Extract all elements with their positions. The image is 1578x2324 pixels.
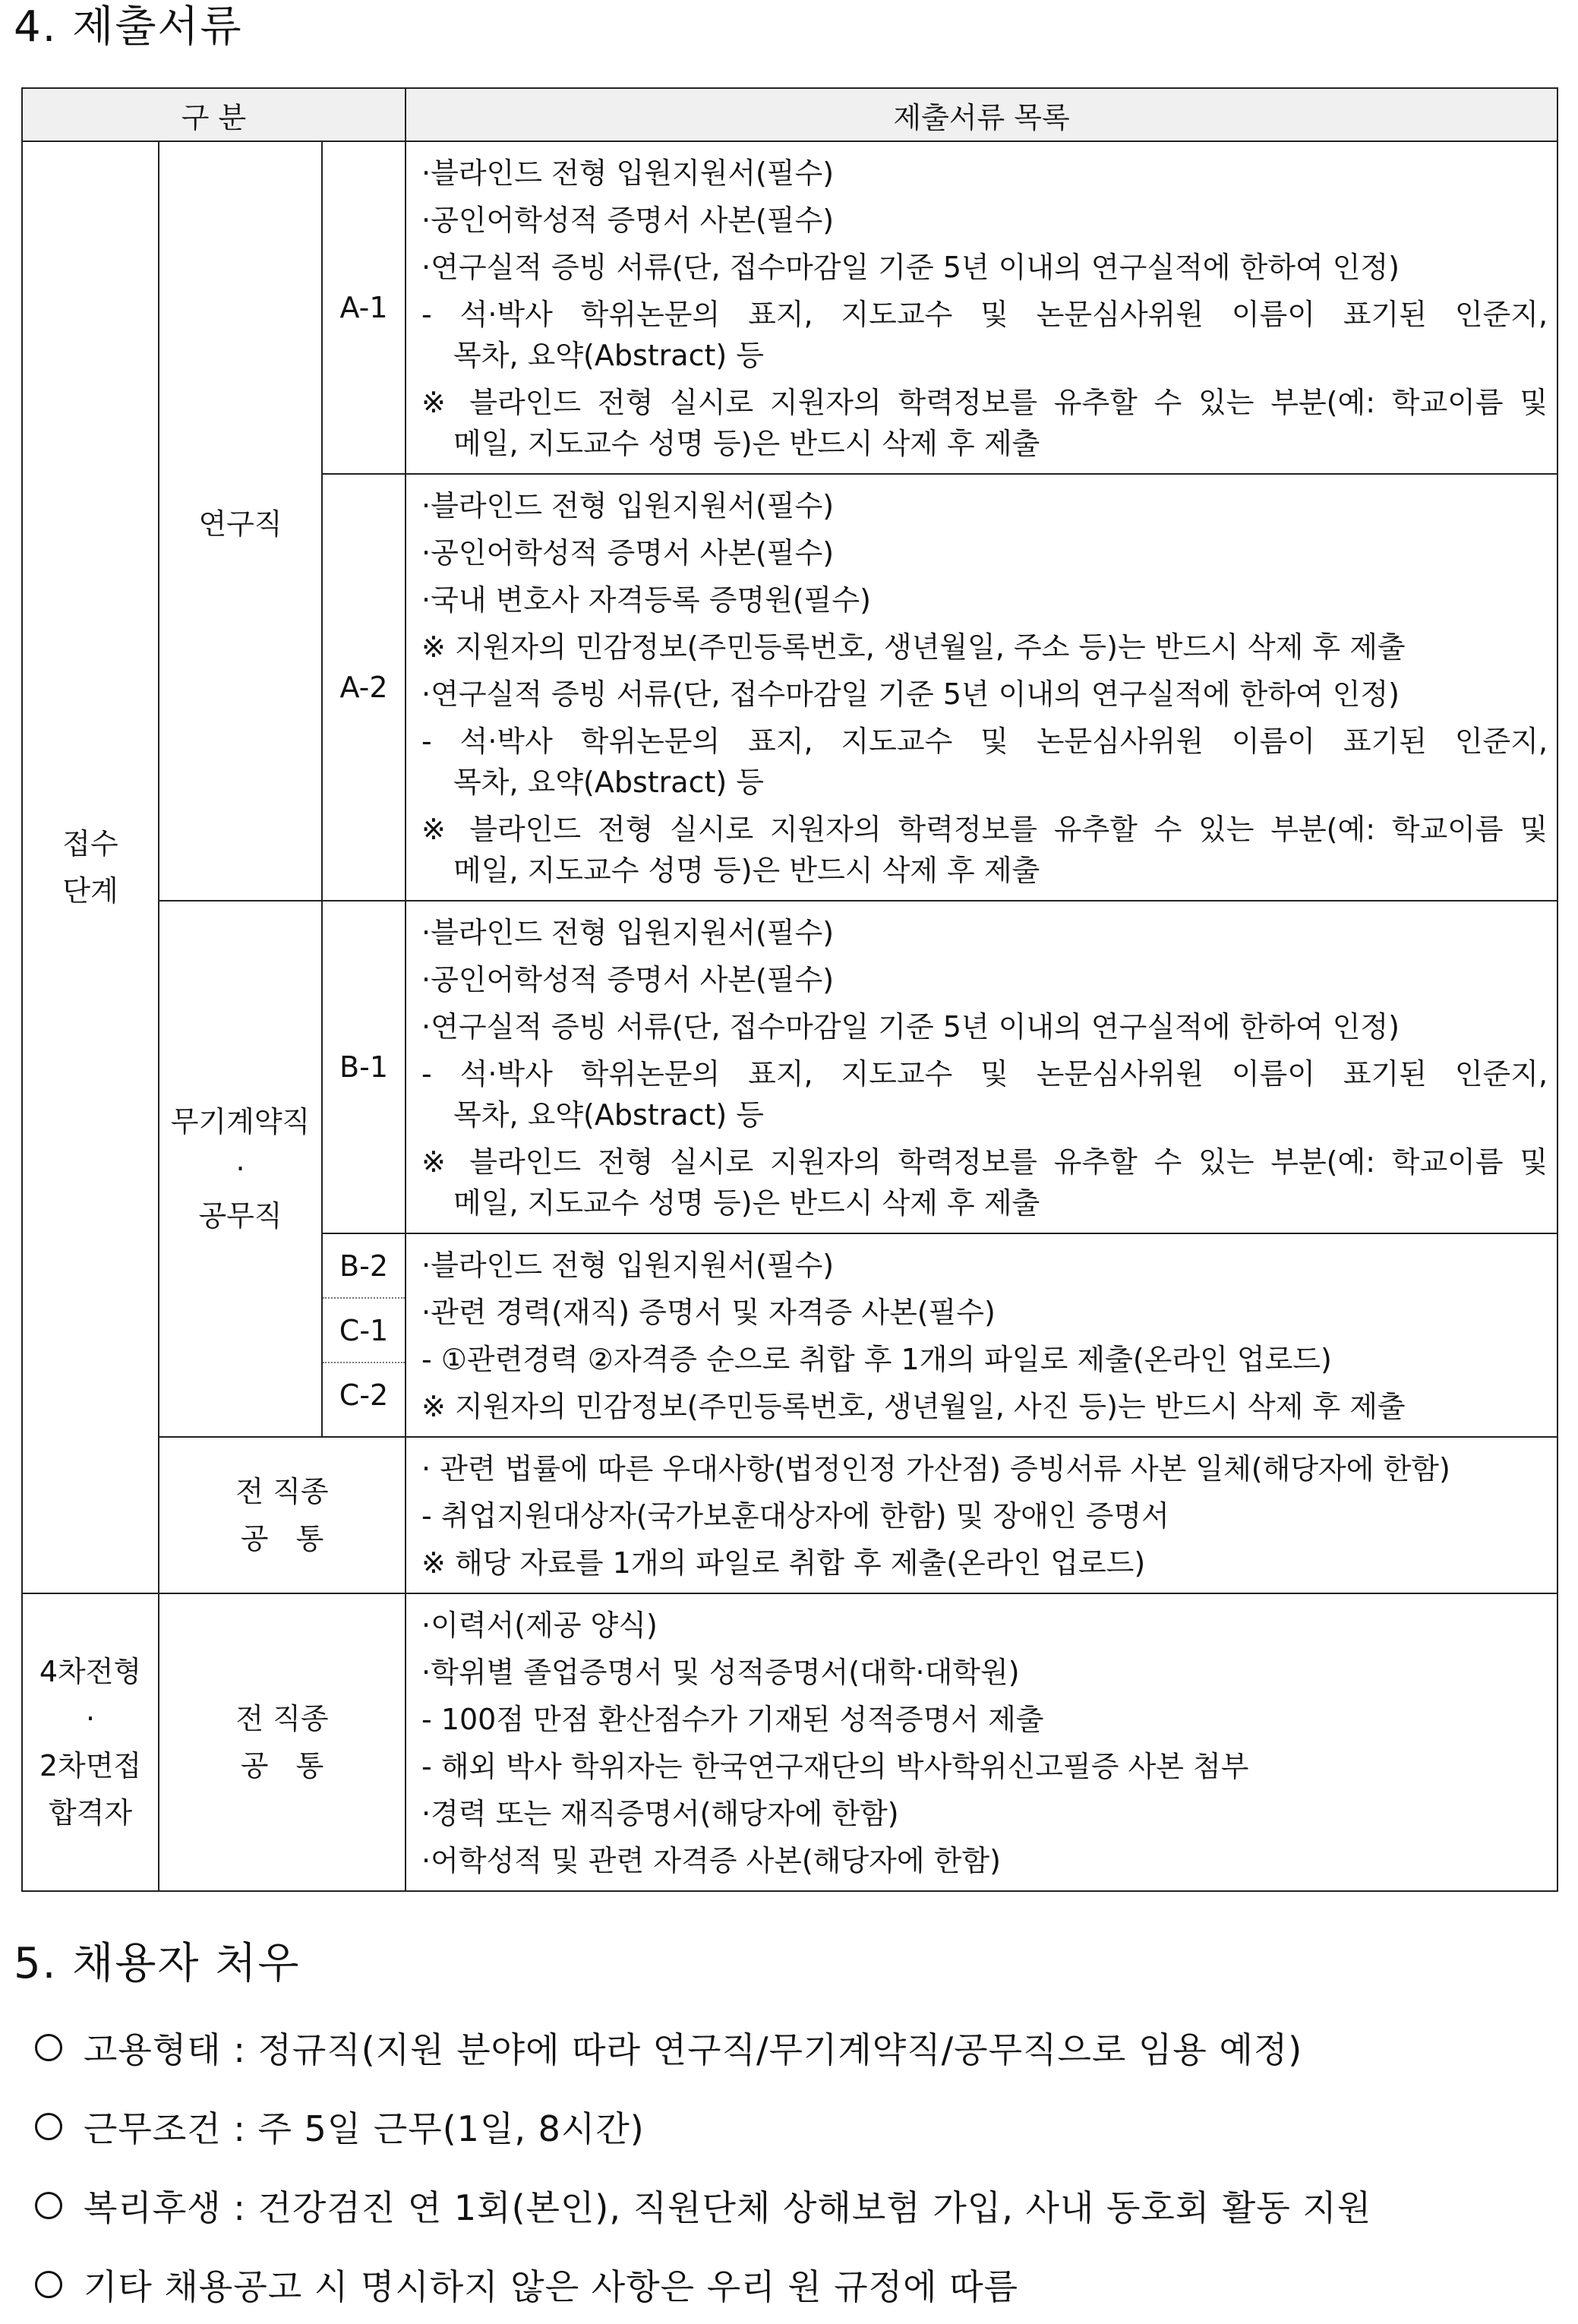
stage-final-line2: ·: [85, 1702, 96, 1735]
list-item: ※ 해당 자료를 1개의 파일로 취합 후 제출(온라인 업로드): [421, 1546, 1146, 1580]
list-item: ·학위별 졸업증명서 및 성적증명서(대학·대학원): [421, 1656, 1020, 1689]
list-item: ·관련 경력(재직) 증명서 및 자격증 사본(필수): [421, 1296, 996, 1329]
common-apply-line2: 공 통: [240, 1522, 324, 1555]
stage-apply-cell: [22, 141, 159, 1593]
admin-job-line3: 공무직: [198, 1199, 282, 1233]
list-item: ·공인어학성적 증명서 사본(필수): [421, 963, 835, 996]
list-item: ·블라인드 전형 입원지원서(필수): [421, 156, 835, 190]
list-item: ※ 블라인드 전형 실시로 지원자의 학력정보를 유추할 수 있는 부분(예: 학교이름 및: [421, 386, 1548, 419]
treatment-item-text: 복리후생 : 건강검진 연 1회(본인), 직원단체 상해보험 가입, 사내 동호회 활동 지원: [84, 2187, 1372, 2228]
admin-job-cell: [159, 901, 322, 1437]
list-item: ·연구실적 증빙 서류(단, 접수마감일 기준 5년 이내의 연구실적에 한하여 인정): [421, 677, 1400, 711]
code-b1: B-1: [322, 901, 406, 1233]
list-item: ·연구실적 증빙 서류(단, 접수마감일 기준 5년 이내의 연구실적에 한하여 인정): [421, 251, 1400, 284]
circle-bullet-icon: [35, 2192, 62, 2219]
stage-final-line1: 4차전형: [39, 1655, 142, 1688]
table-row-b1: [22, 901, 1557, 1233]
list-item: - 석·박사 학위논문의 표지, 지도교수 및 논문심사위원 이름이 표기된 인준지,: [421, 298, 1548, 331]
code-a1: A-1: [322, 141, 406, 474]
table-row-a1: [22, 141, 1557, 474]
stage-apply-line2: 단계: [62, 874, 118, 908]
header-documents: 제출서류 목록: [406, 88, 1557, 141]
common-final-document-list: [406, 1593, 1557, 1891]
treatment-list: [35, 2008, 1371, 2324]
list-item: - 석·박사 학위논문의 표지, 지도교수 및 논문심사위원 이름이 표기된 인준지,: [421, 1057, 1548, 1091]
circle-bullet-icon: [35, 2271, 62, 2298]
list-item: ·이력서(제공 양식): [421, 1609, 658, 1642]
treatment-item-text: 근무조건 : 주 5일 근무(1일, 8시간): [84, 2108, 645, 2149]
list-item: 목차, 요약(Abstract) 등: [453, 339, 764, 372]
header-category: 구 분: [22, 88, 406, 141]
list-item: [35, 2245, 1371, 2324]
common-final-line2: 공 통: [240, 1749, 324, 1782]
list-item: ·공인어학성적 증명서 사본(필수): [421, 204, 835, 237]
bc-document-list: [406, 1233, 1557, 1437]
circle-bullet-icon: [35, 2034, 62, 2061]
section-4-title: 4. 제출서류: [14, 2, 243, 52]
code-b2: B-2: [323, 1234, 405, 1299]
common-final-line1: 전 직종: [235, 1702, 329, 1735]
a2-document-list: [406, 474, 1557, 901]
stage-final-line3: 2차면접: [39, 1749, 142, 1782]
circle-bullet-icon: [35, 2113, 62, 2140]
list-item: ※ 지원자의 민감정보(주민등록번호, 생년월일, 주소 등)는 반드시 삭제 후 제출: [421, 630, 1406, 664]
research-job-cell: [159, 141, 322, 901]
admin-job-line1: 무기계약직: [170, 1105, 311, 1138]
research-job-label: 연구직: [198, 507, 282, 541]
list-item: 목차, 요약(Abstract) 등: [453, 1098, 764, 1132]
common-apply-document-list: [406, 1437, 1557, 1593]
table-row-common-apply: [22, 1437, 1557, 1593]
code-c2: C-2: [339, 1378, 389, 1412]
a1-document-list: [406, 141, 1557, 474]
stage-final-cell: [22, 1593, 159, 1891]
common-apply-line1: 전 직종: [235, 1475, 329, 1508]
list-item: [35, 2008, 1371, 2087]
list-item: ·어학성적 및 관련 자격증 사본(해당자에 한함): [421, 1844, 1001, 1877]
list-item: ·블라인드 전형 입원지원서(필수): [421, 489, 835, 523]
list-item: 메일, 지도교수 성명 등)은 반드시 삭제 후 제출: [453, 854, 1040, 887]
list-item: ·연구실적 증빙 서류(단, 접수마감일 기준 5년 이내의 연구실적에 한하여 인정): [421, 1010, 1400, 1044]
list-item: ·공인어학성적 증명서 사본(필수): [421, 536, 835, 570]
list-item: 메일, 지도교수 성명 등)은 반드시 삭제 후 제출: [453, 1186, 1040, 1220]
common-final-cell: [159, 1593, 406, 1891]
documents-table: [21, 87, 1558, 1892]
table-header-row: [22, 88, 1557, 141]
list-item: - 취업지원대상자(국가보훈대상자에 한함) 및 장애인 증명서: [421, 1499, 1169, 1533]
list-item: - 해외 박사 학위자는 한국연구재단의 박사학위신고필증 사본 첨부: [421, 1750, 1249, 1783]
list-item: ※ 블라인드 전형 실시로 지원자의 학력정보를 유추할 수 있는 부분(예: 학교이름 및: [421, 1145, 1548, 1179]
list-item: 목차, 요약(Abstract) 등: [453, 766, 764, 799]
list-item: - ①관련경력 ②자격증 순으로 취합 후 1개의 파일로 제출(온라인 업로드): [421, 1343, 1332, 1376]
list-item: [35, 2166, 1371, 2245]
list-item: ※ 블라인드 전형 실시로 지원자의 학력정보를 유추할 수 있는 부분(예: 학교이름 및: [421, 813, 1548, 846]
list-item: ·경력 또는 재직증명서(해당자에 한함): [421, 1797, 899, 1830]
treatment-item-text: 기타 채용공고 시 명시하지 않은 사항은 우리 원 규정에 따름: [84, 2266, 1019, 2307]
section-5-title: 5. 채용자 처우: [14, 1939, 301, 1988]
stage-final-line4: 합격자: [48, 1796, 133, 1830]
list-item: · 관련 법률에 따른 우대사항(법정인정 가산점) 증빙서류 사본 일체(해당자에 한함): [421, 1452, 1450, 1486]
treatment-item-text: 고용형태 : 정규직(지원 분야에 따라 연구직/무기계약직/공무직으로 임용 예정): [84, 2029, 1303, 2070]
list-item: 메일, 지도교수 성명 등)은 반드시 삭제 후 제출: [453, 427, 1040, 460]
list-item: ·국내 변호사 자격등록 증명원(필수): [421, 583, 871, 617]
list-item: - 석·박사 학위논문의 표지, 지도교수 및 논문심사위원 이름이 표기된 인준지,: [421, 725, 1548, 758]
admin-job-line2: ·: [235, 1152, 245, 1186]
list-item: ※ 지원자의 민감정보(주민등록번호, 생년월일, 사진 등)는 반드시 삭제 후 제출: [421, 1390, 1406, 1423]
common-apply-cell: [159, 1437, 406, 1593]
codes-b2-c1-c2: [322, 1233, 406, 1437]
list-item: ·블라인드 전형 입원지원서(필수): [421, 916, 835, 949]
table-row-final: [22, 1593, 1557, 1891]
code-c1: C-1: [323, 1299, 405, 1363]
list-item: ·블라인드 전형 입원지원서(필수): [421, 1249, 835, 1282]
list-item: - 100점 만점 환산점수가 기재된 성적증명서 제출: [421, 1703, 1044, 1736]
list-item: [35, 2087, 1371, 2166]
stage-apply-line1: 접수: [62, 827, 118, 860]
code-a2: A-2: [322, 474, 406, 901]
b1-document-list: [406, 901, 1557, 1233]
